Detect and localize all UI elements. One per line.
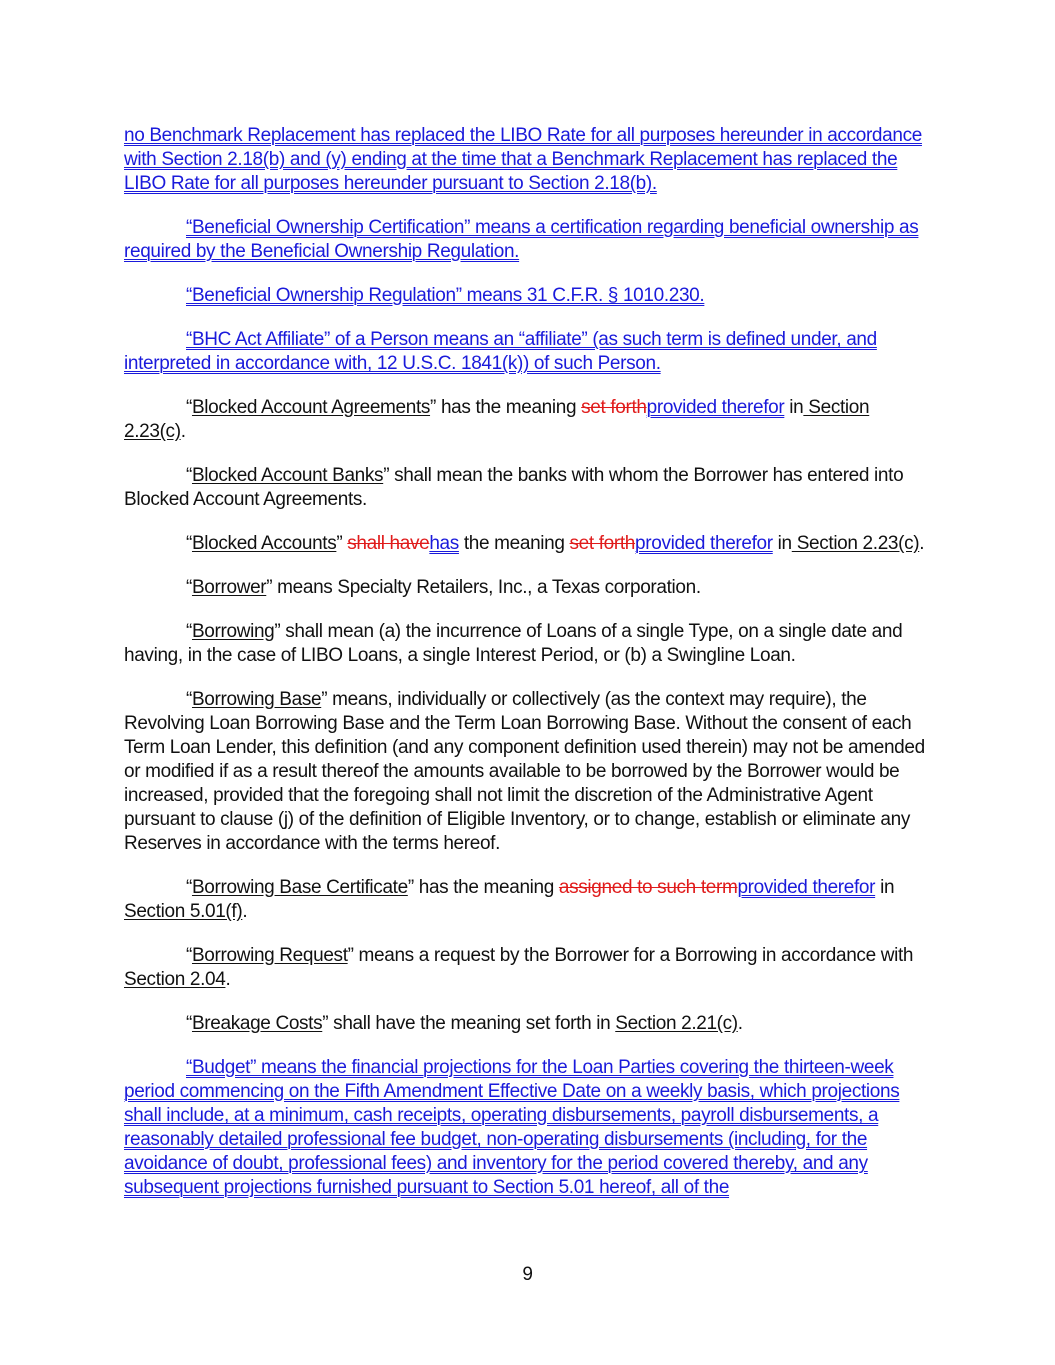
definition-beneficial-ownership-regulation — [124, 284, 930, 308]
page-number: 9 — [522, 1264, 533, 1285]
document-body — [124, 124, 930, 1220]
open-quote: “ — [186, 465, 192, 486]
text: . — [919, 533, 925, 554]
libo-rate-continuation — [124, 124, 930, 196]
text: in — [784, 397, 804, 418]
text: . — [737, 1013, 743, 1034]
inserted-text: “Beneficial Ownership Regulation” means 31 C.F.R. § 1010.230. — [186, 285, 705, 306]
defined-term: Borrowing Base Certificate — [191, 877, 408, 898]
text: . — [180, 421, 186, 442]
definition-borrowing-base — [124, 688, 930, 856]
defined-term: Borrowing — [191, 621, 275, 642]
definition-budget — [124, 1056, 930, 1200]
definition-borrowing-request — [124, 944, 930, 992]
open-quote: “ — [186, 1013, 192, 1034]
open-quote: “ — [186, 397, 192, 418]
definition-blocked-accounts — [124, 532, 930, 556]
inserted-text: provided therefor — [646, 397, 785, 418]
section-reference: Section 2.23(c) — [791, 533, 920, 554]
definition-borrowing-base-certificate — [124, 876, 930, 924]
defined-term: Borrowing Request — [191, 945, 348, 966]
inserted-text: “BHC Act Affiliate” of a Person means an “affiliate” (as such term is defined under, and interpreted in accordance with, 12 U.S.C. 1841(k)) of such Person. — [124, 329, 877, 374]
inserted-text: no Benchmark Replacement has replaced the LIBO Rate for all purposes hereunder in accordance with Section 2.18(b) and (y) ending at the time that a Benchmark Replacement has replaced the LIBO Rate for all purposes hereunder pursuant to Section 2.18(b). — [124, 125, 922, 194]
text: ” has the meaning — [430, 397, 582, 418]
defined-term: Blocked Account Banks — [191, 465, 384, 486]
defined-term: Borrowing Base — [191, 689, 322, 710]
definition-blocked-account-banks — [124, 464, 930, 512]
text: ” — [336, 533, 348, 554]
open-quote: “ — [186, 689, 192, 710]
definition-blocked-account-agreements — [124, 396, 930, 444]
open-quote: “ — [186, 877, 192, 898]
defined-term: Blocked Accounts — [191, 533, 337, 554]
open-quote: “ — [186, 621, 192, 642]
text: in — [875, 877, 895, 898]
definition-borrowing — [124, 620, 930, 668]
section-reference: Section 5.01(f) — [124, 901, 243, 922]
definition-breakage-costs — [124, 1012, 930, 1036]
open-quote: “ — [186, 533, 192, 554]
definition-beneficial-ownership-certification — [124, 216, 930, 264]
definition-borrower — [124, 576, 930, 600]
text: ” means Specialty Retailers, Inc., a Texas corporation. — [266, 577, 701, 598]
section-reference: Section 2.21(c) — [615, 1013, 738, 1034]
text: ” shall mean (a) the incurrence of Loans of a single Type, on a single date and having, in the case of LIBO Loans, a single Interest Period, or (b) a Swingline Loan. — [124, 621, 903, 666]
definition-bhc-act-affiliate — [124, 328, 930, 376]
deleted-text: shall have — [347, 533, 430, 554]
section-reference: Section 2.04 — [124, 969, 226, 990]
text: . — [242, 901, 248, 922]
inserted-text: “Beneficial Ownership Certification” means a certification regarding beneficial ownership as required by the Beneficial Ownership Regulation. — [124, 217, 919, 262]
open-quote: “ — [186, 945, 192, 966]
defined-term: Breakage Costs — [191, 1013, 323, 1034]
inserted-text: has — [429, 533, 459, 554]
defined-term: Blocked Account Agreements — [191, 397, 431, 418]
inserted-text: provided therefor — [635, 533, 773, 554]
text: the meaning — [458, 533, 570, 554]
text: ” means a request by the Borrower for a Borrowing in accordance with — [347, 945, 914, 966]
deleted-text: set forth — [569, 533, 636, 554]
open-quote: “ — [186, 577, 192, 598]
text: in — [772, 533, 792, 554]
text: ” shall mean the banks with whom the Borrower has entered into Blocked Account Agreements. — [124, 465, 904, 510]
section-reference: Section 2.23(c) — [124, 397, 870, 442]
text: . — [225, 969, 231, 990]
deleted-text: set forth — [581, 397, 647, 418]
text: ” shall have the meaning set forth in — [322, 1013, 616, 1034]
text: ” has the meaning — [407, 877, 559, 898]
defined-term: Borrower — [191, 577, 267, 598]
inserted-text: provided therefor — [737, 877, 876, 898]
inserted-text: “Budget” means the financial projections for the Loan Parties covering the thirteen-week period commencing on the Fifth Amendment Effective Date on a weekly basis, which projections shall include, at a minimum, cash receipts, operating disbursements, payroll disbursements, a reasonably detailed professional fee budget, non-operating disbursements (including, for the avoidance of doubt, professional fees) and inventory for the period covered thereby, and any subsequent projections furnished pursuant to Section 5.01 hereof, all of the — [124, 1057, 900, 1198]
deleted-text: assigned to such term — [558, 877, 738, 898]
text: ” means, individually or collectively (as the context may require), the Revolving Loan Borrowing Base and the Term Loan Borrowing Base. Without the consent of each Term Loan Lender, this definition (and any component definition used therein) may not be amended or modified if as a result thereof the amounts available to be borrowed by the Borrower would be increased, provided that the foregoing shall not limit the discretion of the Administrative Agent pursuant to clause (j) of the definition of Eligible Inventory, or to change, establish or eliminate any Reserves in accordance with the terms hereof. — [124, 689, 925, 854]
